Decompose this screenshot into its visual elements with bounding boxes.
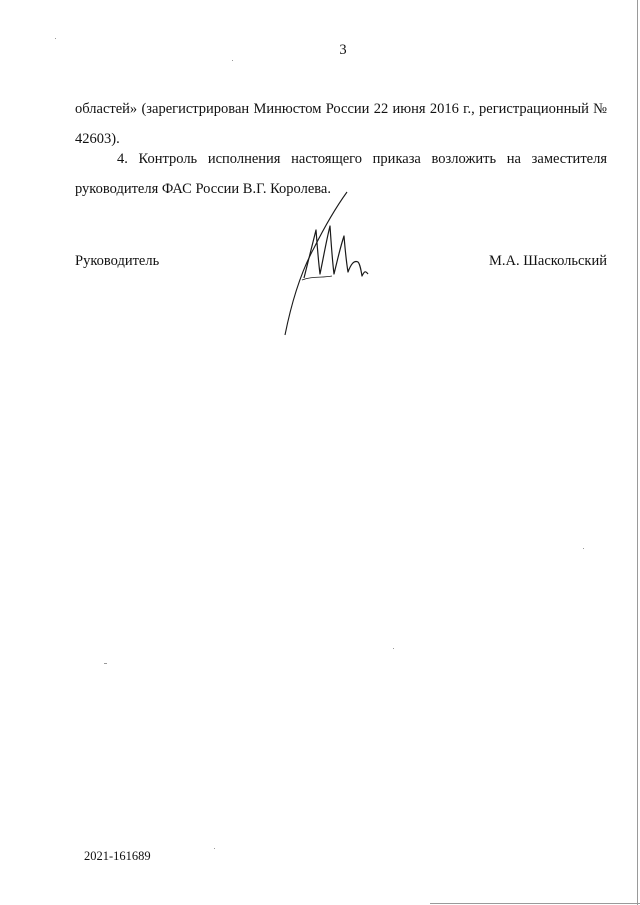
- scan-speck: [55, 38, 56, 39]
- position-title: Руководитель: [75, 253, 160, 269]
- paragraph-continuation: областей» (зарегистрирован Минюстом России 22 июня 2016 г., регистрационный № 42603).: [75, 101, 607, 147]
- handwritten-signature: [282, 190, 382, 340]
- scan-speck: [393, 648, 394, 649]
- scan-speck: [104, 663, 107, 664]
- page-number: 3: [339, 42, 347, 58]
- scan-speck: [214, 848, 215, 849]
- paragraph-item-4: 4. Контроль исполнения настоящего приказа возложить на заместителя руководителя ФАС России В.Г. Королева.: [75, 151, 607, 197]
- scan-speck: [583, 548, 584, 549]
- scan-edge-line: [430, 903, 640, 904]
- scan-edge-line: [637, 0, 638, 905]
- scan-speck: [232, 60, 233, 61]
- signatory-name: М.А. Шаскольский: [489, 253, 607, 269]
- registration-number: 2021-161689: [84, 849, 151, 863]
